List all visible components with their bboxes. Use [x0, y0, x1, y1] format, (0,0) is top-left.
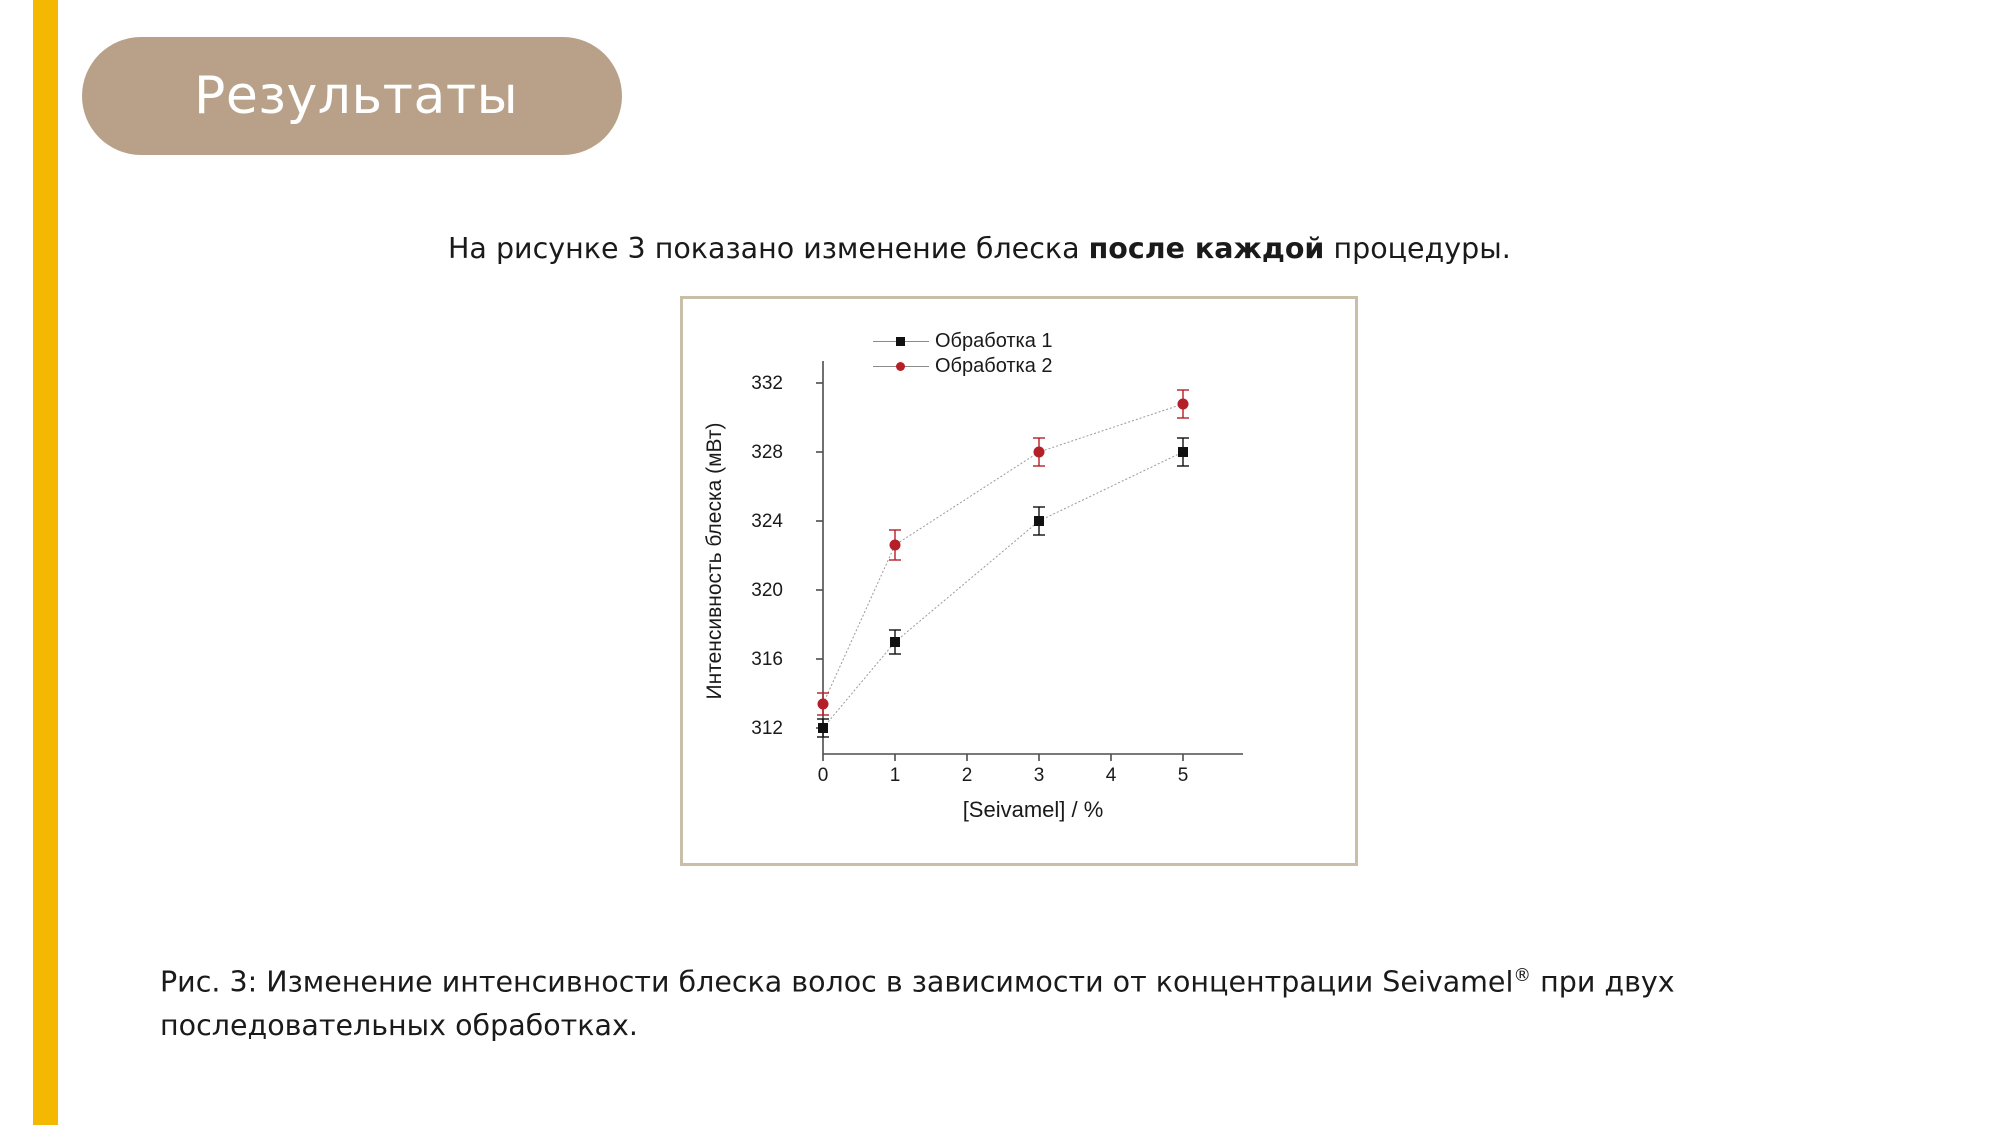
y-tick-label: 332 [751, 373, 783, 394]
x-tick-label: 4 [1105, 765, 1117, 786]
x-tick-label: 2 [961, 765, 973, 786]
intro-emphasis: после каждой [1088, 232, 1325, 265]
y-tick-label: 312 [751, 718, 783, 739]
y-tick-label: 328 [751, 442, 783, 463]
legend-entry [873, 354, 1053, 379]
x-tick-label: 3 [1033, 765, 1045, 786]
y-axis-label: Интенсивность блеска (мВт) [703, 422, 726, 700]
plot-area [683, 299, 1355, 863]
legend-swatch-line [873, 366, 929, 367]
intro-sentence [448, 232, 1511, 265]
y-tick-label: 316 [751, 649, 783, 670]
legend-label: Обработка 1 [935, 330, 1053, 352]
x-tick-label: 1 [889, 765, 901, 786]
circle-marker-icon [896, 362, 905, 371]
legend-entry [873, 329, 1053, 354]
figure-caption [160, 955, 1860, 1047]
x-tick-label: 0 [817, 765, 829, 786]
intro-prefix: На рисунке 3 показано изменение блеска [448, 232, 1089, 265]
chart-legend [873, 329, 1053, 379]
page-title: Результаты [194, 66, 519, 126]
square-marker-icon [896, 337, 905, 346]
line-chart [683, 299, 1355, 863]
legend-swatch-line [873, 341, 929, 342]
caption-part-2: при двух [1531, 965, 1675, 999]
accent-bar [33, 0, 58, 1125]
slide-title-pill [82, 37, 622, 155]
figure-container [680, 296, 1358, 866]
y-tick-label: 324 [751, 511, 783, 532]
x-axis-label: [Seivamel] / % [962, 797, 1104, 822]
caption-part-1: Рис. 3: Изменение интенсивности блеска волос в зависимости от концентрации Seivamel [160, 965, 1514, 999]
legend-label: Обработка 2 [935, 355, 1053, 377]
x-tick-label: 5 [1177, 765, 1189, 786]
intro-suffix: процедуры. [1324, 232, 1511, 265]
caption-part-3: последовательных обработках. [160, 1008, 638, 1042]
y-tick-label: 320 [751, 580, 783, 601]
registered-mark: ® [1513, 966, 1532, 986]
